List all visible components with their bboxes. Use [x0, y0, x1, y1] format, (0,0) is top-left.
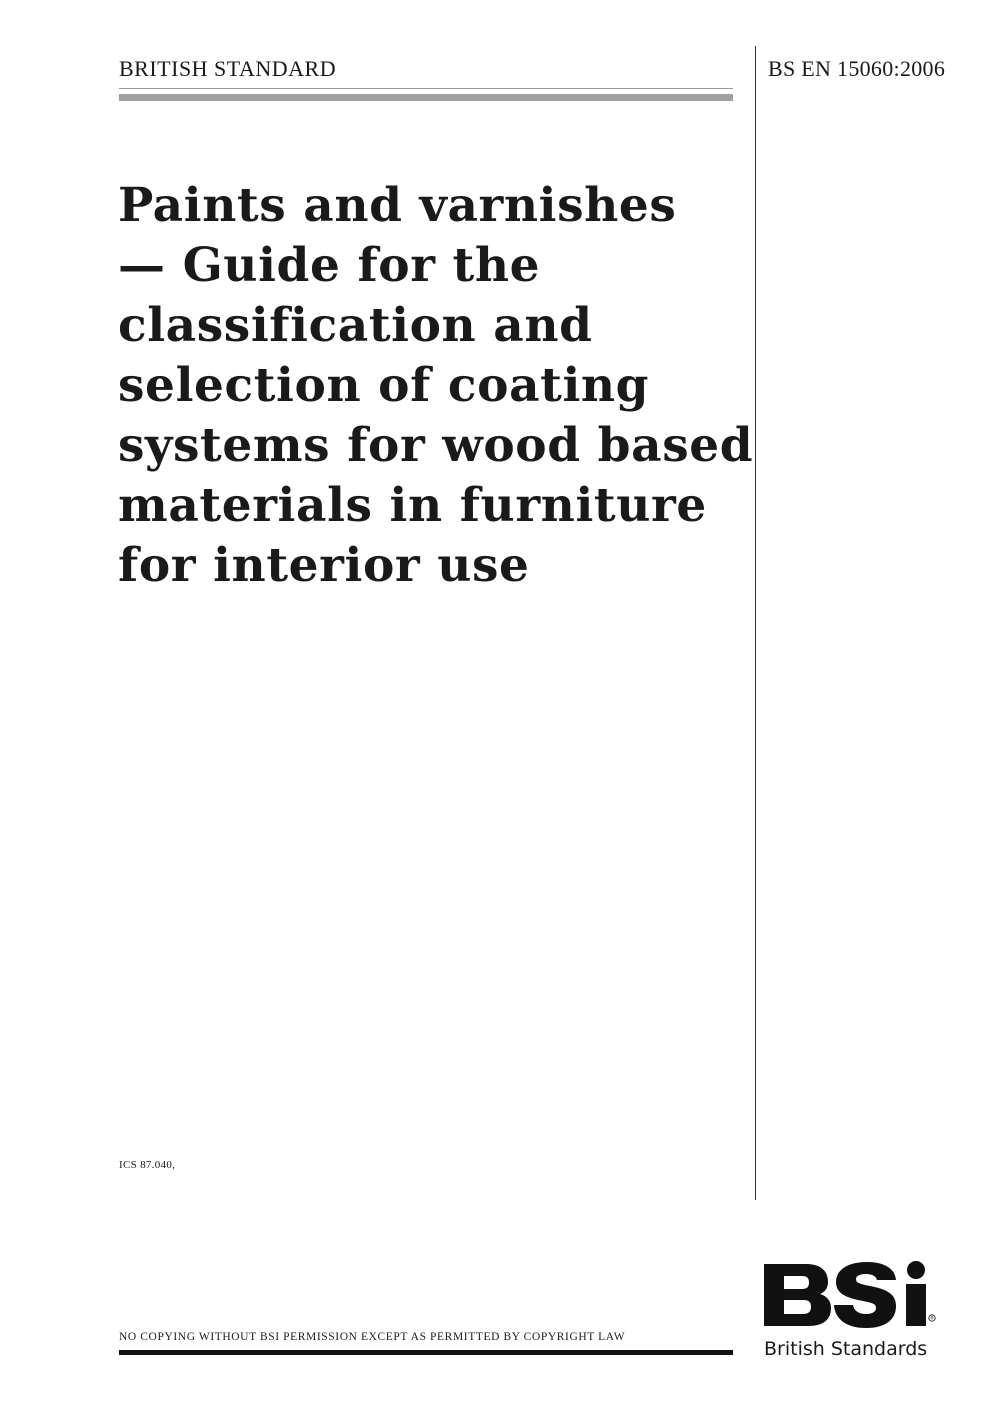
- document-title: [118, 176, 754, 596]
- document-series-label: BRITISH STANDARD: [119, 56, 337, 81]
- registered-mark: ®: [929, 1316, 935, 1322]
- standard-number: BS EN 15060:2006: [768, 56, 946, 81]
- title-line: classification and: [118, 298, 593, 353]
- title-line: Paints and varnishes: [118, 178, 677, 233]
- title-line: selection of coating: [118, 358, 650, 413]
- header-rule-thin: [119, 88, 733, 89]
- title-line: systems for wood based: [118, 418, 754, 473]
- vertical-divider: [755, 46, 756, 1200]
- header-rule-thick: [119, 94, 733, 101]
- footer-rule: [119, 1350, 733, 1355]
- title-line: materials in furniture: [118, 478, 707, 533]
- logo-caption: British Standards: [764, 1338, 928, 1360]
- title-line: for interior use: [118, 538, 530, 593]
- title-line: — Guide for the: [118, 238, 541, 293]
- copyright-notice: NO COPYING WITHOUT BSI PERMISSION EXCEPT AS PERMITTED BY COPYRIGHT LAW: [119, 1331, 626, 1343]
- ics-code: ICS 87.040,: [119, 1159, 176, 1171]
